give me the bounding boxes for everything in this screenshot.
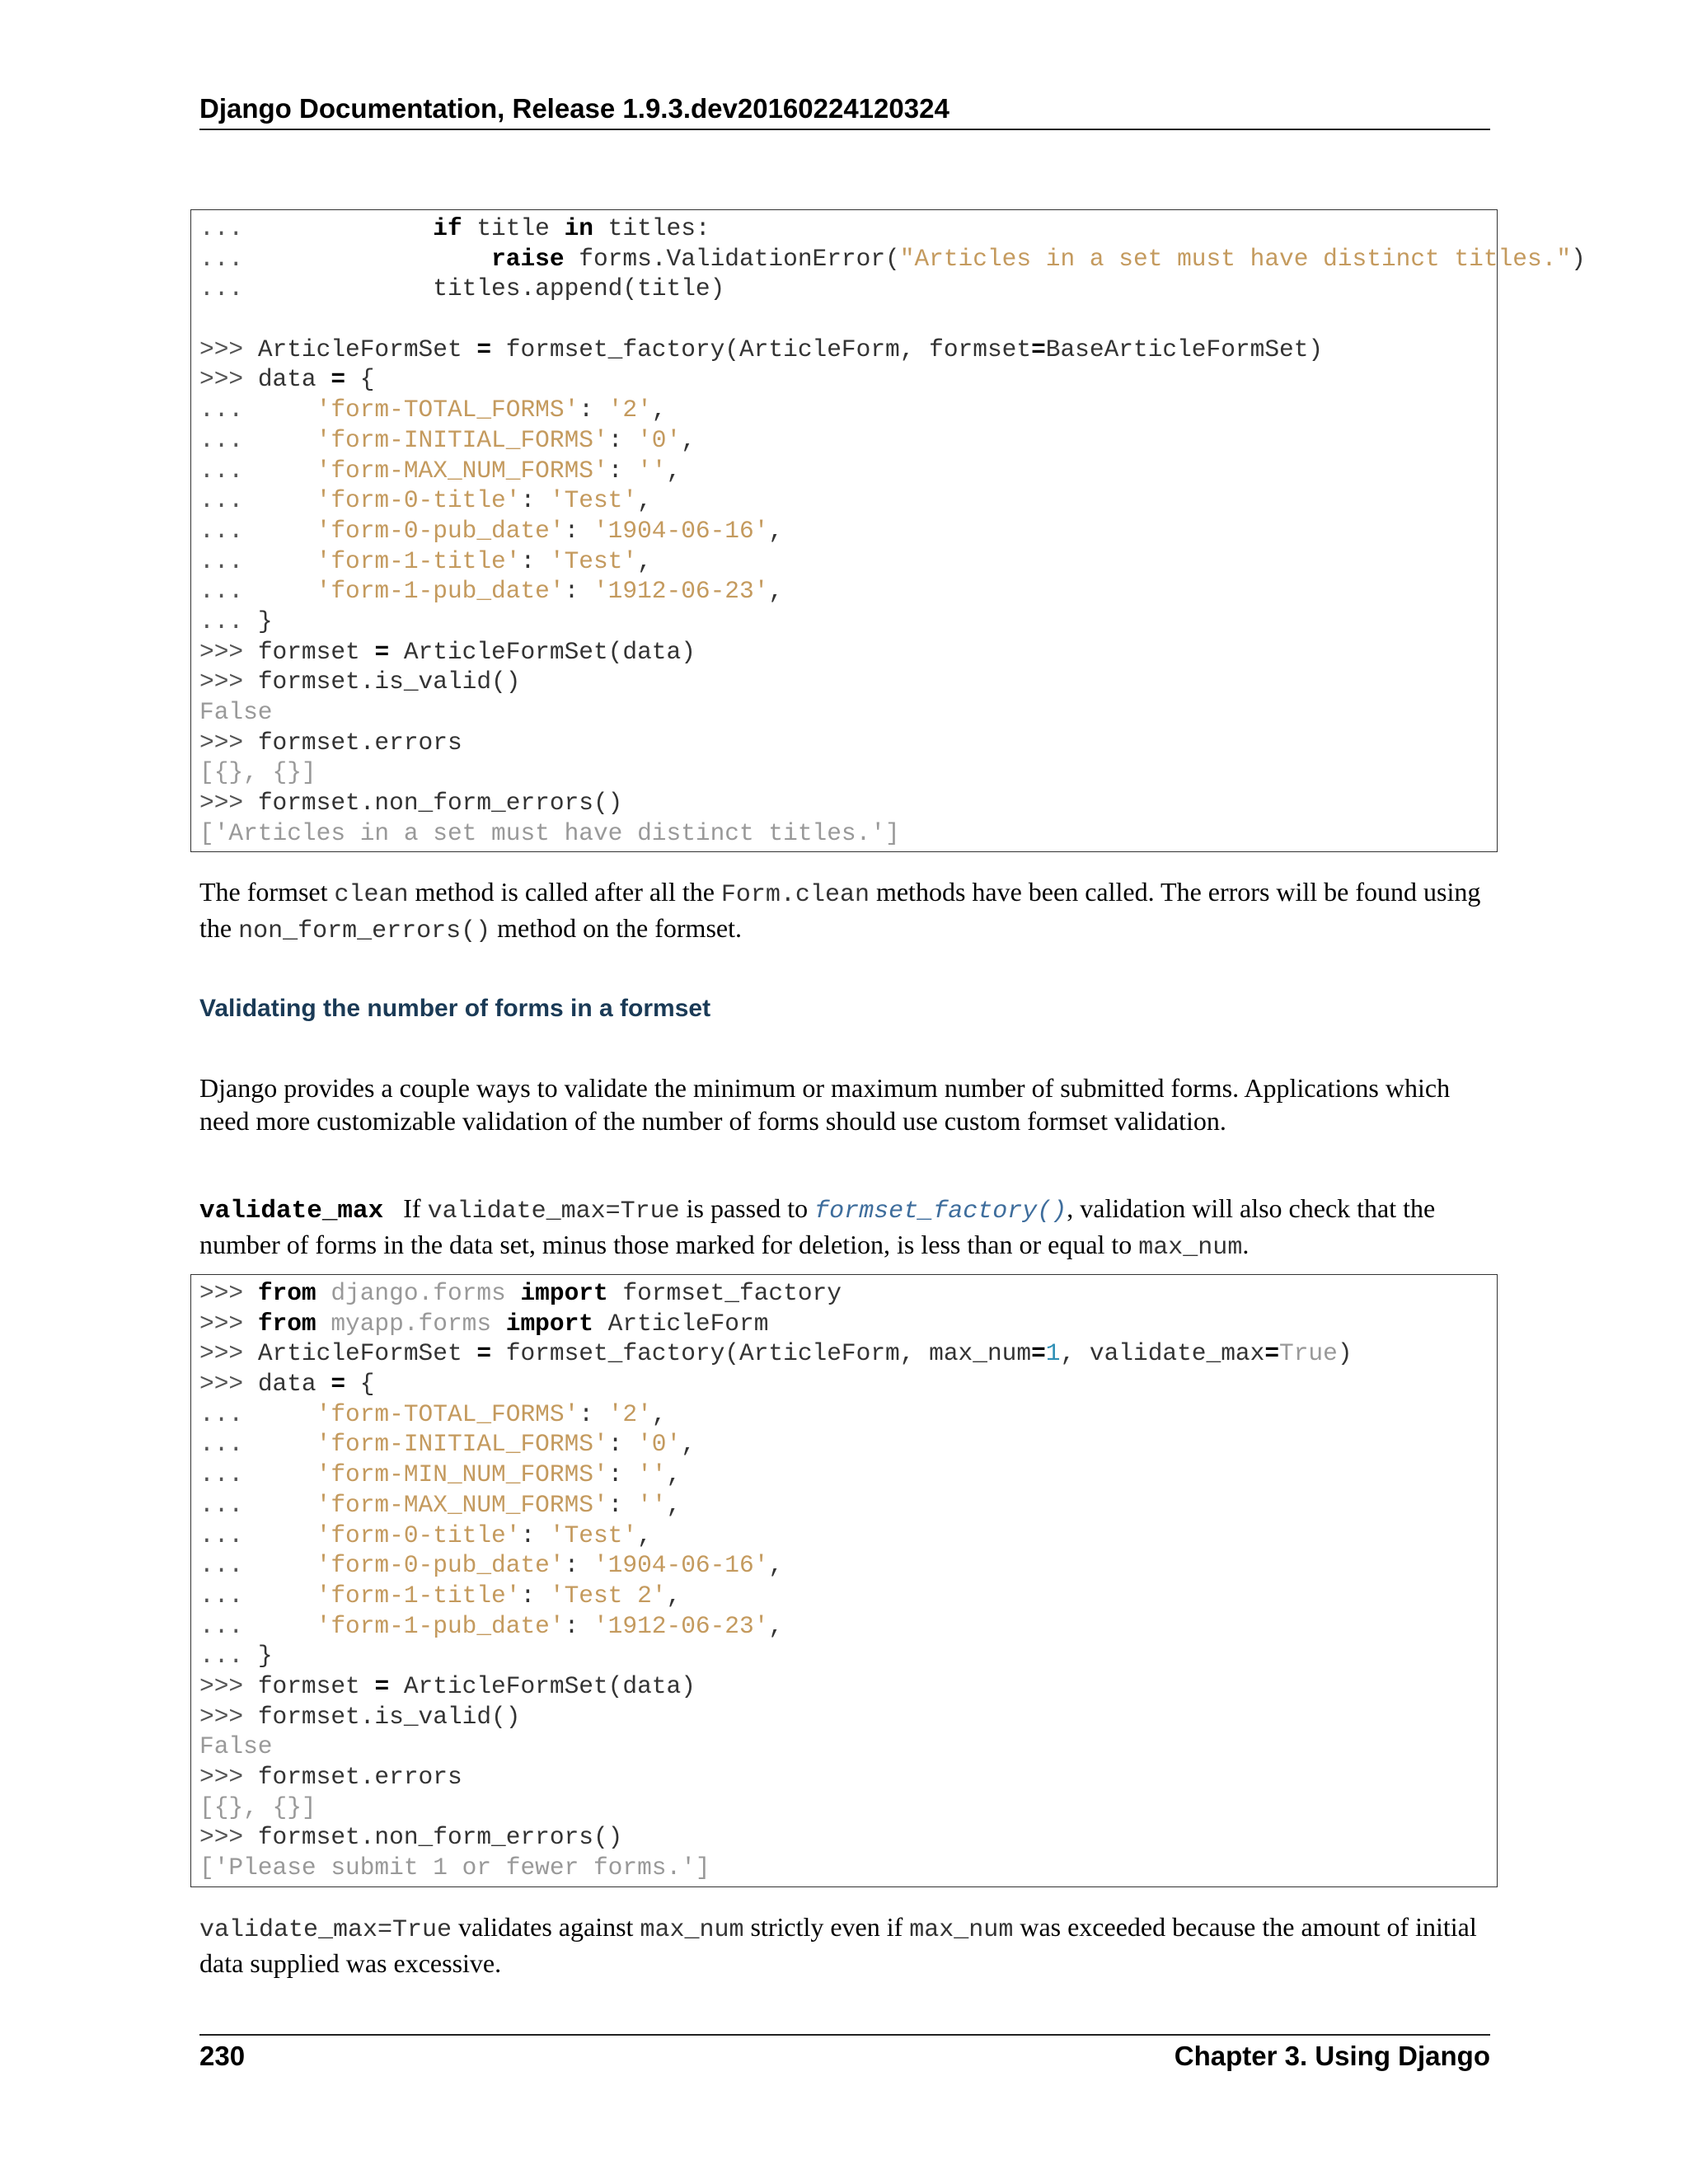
code-token: >>> — [199, 728, 258, 757]
inline-code: max_num — [1138, 1234, 1243, 1262]
code-line — [199, 1309, 1489, 1339]
code-token: ) — [1337, 1339, 1353, 1368]
formset-factory-link[interactable]: formset_factory() — [814, 1197, 1067, 1226]
code-line — [199, 1853, 1489, 1883]
code-token: , validate_max — [1060, 1339, 1265, 1368]
code-token: , — [666, 1581, 682, 1610]
code-token: formset — [257, 1671, 375, 1700]
code-token: : — [607, 456, 638, 485]
code-token: = — [374, 1671, 390, 1700]
code-line — [199, 425, 1489, 456]
code-token: 'form-MAX_NUM_FORMS' — [316, 456, 608, 485]
code-line — [199, 576, 1489, 607]
code-line — [199, 637, 1489, 668]
code-line — [199, 697, 1489, 728]
code-line — [199, 456, 1489, 486]
code-line — [199, 1278, 1489, 1309]
code-line — [199, 1338, 1489, 1369]
running-footer — [199, 2034, 1490, 2072]
code-token: ... — [199, 1611, 316, 1640]
code-token: ... — [199, 516, 316, 545]
code-line — [199, 1490, 1489, 1521]
code-token: 'form-MAX_NUM_FORMS' — [316, 1490, 608, 1519]
code-line — [199, 1581, 1489, 1611]
code-token: ... — [199, 1581, 316, 1610]
code-token: >>> — [199, 1309, 258, 1338]
code-line — [199, 788, 1489, 818]
code-token: >>> — [199, 1279, 258, 1307]
code-token: { — [345, 1370, 375, 1399]
code-token: ... — [199, 425, 316, 454]
code-line — [199, 364, 1489, 395]
code-token: >>> — [199, 668, 258, 696]
code-line — [199, 1460, 1489, 1490]
code-block-1-content — [199, 213, 1586, 848]
code-token: ArticleForm — [593, 1309, 769, 1338]
code-token: , — [651, 396, 667, 424]
code-token: data — [257, 1370, 331, 1399]
code-block-1 — [190, 209, 1586, 852]
code-token: : — [607, 425, 638, 454]
code-line — [199, 667, 1489, 697]
code-line — [199, 818, 1489, 849]
code-line — [199, 395, 1489, 425]
paragraph-validate-max-note: validate_max=True validates against max_num strictly even if max_num was exceeded because the amount of initial data supplied was excessive. — [199, 1912, 1477, 1978]
code-line — [199, 728, 1489, 758]
header-title: Django Documentation, Release 1.9.3.dev20160224120324 — [199, 93, 950, 124]
code-line — [199, 1793, 1489, 1823]
code-token: : — [564, 577, 593, 606]
code-line — [199, 1641, 1489, 1671]
code-token: 'form-INITIAL_FORMS' — [316, 1430, 608, 1459]
code-token: formset — [257, 637, 375, 666]
code-token: : — [607, 1460, 638, 1489]
code-token: 'form-0-title' — [316, 1521, 521, 1549]
code-token: ... — [199, 486, 316, 515]
code-token: = — [1031, 1339, 1046, 1368]
code-token: formset.errors — [257, 728, 462, 757]
code-token: data — [257, 365, 331, 394]
code-token: >>> — [199, 335, 258, 363]
inline-code: non_form_errors() — [238, 917, 491, 945]
code-token: >>> — [199, 1763, 258, 1791]
code-token: [{}, {}] — [199, 758, 316, 787]
inline-code: max_num — [640, 1916, 744, 1944]
code-token: = — [1031, 335, 1046, 363]
code-token: formset_factory(ArticleForm, max_num — [491, 1339, 1032, 1368]
code-block-2 — [190, 1274, 1498, 1887]
code-token: '2' — [607, 1399, 652, 1428]
code-line — [199, 1822, 1489, 1853]
code-token: , — [666, 1490, 682, 1519]
code-line — [199, 1521, 1489, 1551]
code-token: raise — [491, 244, 565, 273]
code-token: ... — [199, 274, 434, 303]
code-token: 'form-1-pub_date' — [316, 1611, 565, 1640]
code-token: = — [331, 1370, 346, 1399]
section-heading: Validating the number of forms in a formset — [199, 995, 711, 1022]
code-token: formset.errors — [257, 1763, 462, 1791]
code-token: 'form-TOTAL_FORMS' — [316, 396, 579, 424]
code-line — [199, 1702, 1489, 1732]
code-token: ... — [199, 244, 492, 273]
code-token: , — [666, 1460, 682, 1489]
code-token: : — [520, 1581, 550, 1610]
paragraph-formset-clean: The formset clean method is called after all the Form.clean methods have been called. The errors will be found using the non_form_errors() method on the formset. — [199, 877, 1481, 945]
code-token: ['Please submit 1 or fewer forms.'] — [199, 1854, 710, 1882]
code-token: 'Test' — [549, 486, 638, 515]
code-token: ... — [199, 1551, 316, 1580]
code-token: 'Test' — [549, 1521, 638, 1549]
code-token: >>> — [199, 1370, 258, 1399]
inline-code: max_num — [909, 1916, 1014, 1944]
code-token: '1912-06-23' — [593, 577, 769, 606]
code-token: 'form-INITIAL_FORMS' — [316, 425, 608, 454]
code-token: ... — [199, 1399, 316, 1428]
code-token: '1904-06-16' — [593, 516, 769, 545]
code-token: ['Articles in a set must have distinct titles.'] — [199, 818, 900, 847]
code-token: : — [564, 516, 593, 545]
code-token: >>> — [199, 1823, 258, 1852]
code-token: >>> — [199, 365, 258, 394]
code-block-2-content — [199, 1278, 1489, 1883]
code-line — [199, 1671, 1489, 1702]
code-token: 'form-1-title' — [316, 1581, 521, 1610]
code-token: ... — [199, 1460, 316, 1489]
code-line — [199, 244, 1586, 274]
code-token: ArticleFormSet(data) — [389, 1671, 696, 1700]
code-line — [199, 1550, 1489, 1581]
code-token: 'form-1-pub_date' — [316, 577, 565, 606]
code-line — [199, 335, 1489, 365]
code-token: myapp.forms — [316, 1309, 506, 1338]
code-token: ... — [199, 1642, 258, 1671]
code-token: import — [520, 1279, 608, 1307]
code-token: '0' — [637, 1430, 682, 1459]
code-token: : — [520, 546, 550, 575]
code-line — [199, 1762, 1489, 1793]
code-token: 'form-0-pub_date' — [316, 1551, 565, 1580]
code-line — [199, 1732, 1489, 1762]
code-token: , — [768, 577, 784, 606]
code-token: formset.is_valid() — [257, 668, 521, 696]
code-token: = — [476, 335, 492, 363]
code-token: , — [651, 1399, 667, 1428]
code-token: ArticleFormSet(data) — [389, 637, 696, 666]
code-token: if — [433, 214, 462, 242]
code-token: >>> — [199, 1339, 258, 1368]
code-token: , — [666, 456, 682, 485]
code-token: '' — [637, 1460, 667, 1489]
code-token: : — [607, 1430, 638, 1459]
code-token: ArticleFormSet — [257, 1339, 477, 1368]
code-token: : — [579, 396, 608, 424]
code-token: "Articles in a set must have distinct titles." — [899, 244, 1572, 273]
code-token: titles.append(title) — [433, 274, 725, 303]
code-token: = — [476, 1339, 492, 1368]
chapter-title: Chapter 3. Using Django — [1174, 2041, 1490, 2071]
code-token: ... — [199, 1521, 316, 1549]
code-token: [{}, {}] — [199, 1793, 316, 1821]
code-token: django.forms — [316, 1279, 521, 1307]
code-token: 'Test' — [549, 546, 638, 575]
paragraph-validation-intro: Django provides a couple ways to validate the minimum or maximum number of submitted forms. Applications which need more customizable validation of the number of forms should use custom formset validation. — [199, 1073, 1451, 1136]
code-token: = — [1264, 1339, 1280, 1368]
running-header — [199, 92, 1490, 130]
page-number: 230 — [199, 2041, 246, 2071]
code-token: >>> — [199, 1702, 258, 1731]
code-token: } — [257, 607, 273, 635]
code-token: from — [257, 1309, 316, 1338]
code-line — [199, 607, 1489, 637]
code-token: from — [257, 1279, 316, 1307]
code-token: import — [505, 1309, 593, 1338]
code-token: '0' — [637, 425, 682, 454]
code-token: formset.non_form_errors() — [257, 789, 623, 818]
inline-code: clean — [334, 881, 409, 909]
code-token: 'form-1-title' — [316, 546, 521, 575]
code-token: 'form-TOTAL_FORMS' — [316, 1399, 579, 1428]
code-line — [199, 757, 1489, 788]
code-token: : — [520, 1521, 550, 1549]
definition-term: validate_max — [199, 1197, 384, 1226]
code-line — [199, 516, 1489, 546]
code-line — [199, 1611, 1489, 1642]
code-token: ... — [199, 546, 316, 575]
code-token: '' — [637, 456, 667, 485]
code-token: '1904-06-16' — [593, 1551, 769, 1580]
code-token: '1912-06-23' — [593, 1611, 769, 1640]
code-token: False — [199, 698, 273, 726]
code-token: formset_factory — [607, 1279, 842, 1307]
validate-max-definition: validate_max If validate_max=True is passed to formset_factory(), validation will also check that the number of forms in the data set, minus those marked for deletion, is less than or equal to max_num. — [199, 1193, 1436, 1262]
code-token: ... — [199, 396, 316, 424]
code-token: '' — [637, 1490, 667, 1519]
code-token: 'Test 2' — [549, 1581, 667, 1610]
code-line — [199, 213, 1489, 244]
code-token: False — [199, 1732, 273, 1761]
code-token: formset_factory(ArticleForm, formset — [491, 335, 1032, 363]
code-token: , — [768, 516, 784, 545]
code-token: forms.ValidationError( — [564, 244, 900, 273]
code-token: } — [257, 1642, 273, 1671]
code-token: in — [564, 214, 593, 242]
code-token: ... — [199, 1490, 316, 1519]
code-token: >>> — [199, 1671, 258, 1700]
code-token: titles: — [593, 214, 710, 242]
code-token: title — [462, 214, 565, 242]
code-line — [199, 485, 1489, 516]
code-token: = — [374, 637, 390, 666]
inline-code: validate_max=True — [427, 1197, 680, 1226]
code-line — [199, 1429, 1489, 1460]
code-token: : — [520, 486, 550, 515]
code-token: ... — [199, 1430, 316, 1459]
code-token: >>> — [199, 789, 258, 818]
code-line — [199, 1399, 1489, 1430]
code-token: BaseArticleFormSet) — [1045, 335, 1324, 363]
code-token: ArticleFormSet — [257, 335, 477, 363]
code-token: ... — [199, 456, 316, 485]
code-token: ... — [199, 607, 258, 635]
code-token: formset.is_valid() — [257, 1702, 521, 1731]
code-line — [199, 546, 1489, 577]
code-token: >>> — [199, 637, 258, 666]
inline-code: validate_max=True — [199, 1916, 452, 1944]
code-token: : — [579, 1399, 608, 1428]
code-token: , — [768, 1611, 784, 1640]
code-token: formset.non_form_errors() — [257, 1823, 623, 1852]
code-token: = — [331, 365, 346, 394]
code-token: 'form-MIN_NUM_FORMS' — [316, 1460, 608, 1489]
code-token: , — [637, 486, 652, 515]
code-line — [199, 274, 1489, 304]
code-token: : — [564, 1611, 593, 1640]
code-token: 'form-0-title' — [316, 486, 521, 515]
code-token: 'form-0-pub_date' — [316, 516, 565, 545]
code-token: : — [564, 1551, 593, 1580]
code-line — [199, 1369, 1489, 1399]
code-token: , — [681, 1430, 696, 1459]
code-token: { — [345, 365, 375, 394]
inline-code: Form.clean — [720, 881, 870, 909]
code-token: , — [637, 546, 652, 575]
code-token: ... — [199, 214, 434, 242]
code-token: 1 — [1045, 1339, 1061, 1368]
code-token: , — [768, 1551, 784, 1580]
code-token: True — [1279, 1339, 1338, 1368]
code-token: ... — [199, 577, 316, 606]
code-token: ) — [1571, 244, 1586, 273]
code-token: , — [681, 425, 696, 454]
code-token: : — [607, 1490, 638, 1519]
code-token: , — [637, 1521, 652, 1549]
code-line — [199, 304, 1489, 335]
code-token: '2' — [607, 396, 652, 424]
